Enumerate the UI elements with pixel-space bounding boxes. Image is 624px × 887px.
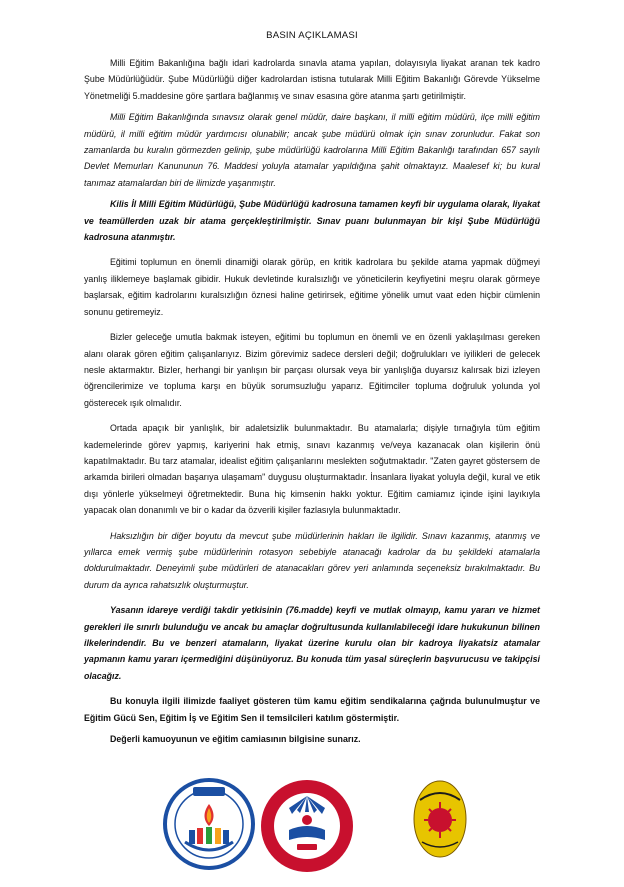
paragraph-7: Haksızlığın bir diğer boyutu da mevcut şube müdürlerinin hakları ile ilgilidir. Sınavı kazanmış, atanmış ve yıllarca emek vermiş şube müdürlerinin rotasyon sebebiyle atanacağı kadrolar da bu şekildeki atamalarla doldurulmaktadır. Deneyimli şube müdürleri de atanacakları görev yeri anlamında seçeneksiz bırakılmaktadır. Bu durum da ayrıca rahatsızlık oluşturmuştur. bbox=[84, 530, 540, 590]
paragraph-9: Bu konuyla ilgili ilimizde faaliyet gösteren tüm kamu eğitim sendikalarına çağrıda bulunulmuştur ve Eğitim Gücü Sen, Eğitim İş ve Eğitim Sen il temsilcileri katılım göstermiştir. bbox=[84, 696, 540, 723]
egitim-sen-logo-icon bbox=[412, 778, 468, 860]
paragraph-1: Milli Eğitim Bakanlığına bağlı idari kadrolarda sınavla atama yapılan, dolayısıyla liyakat aranan tek kadro Şube Müdürlüğüdür. Şube Müdürlüğü diğer kadrolardan istisna tutularak Milli Eğitim Bakanlığı Görevde Yükselme Yönetmeliği 5.maddesine göre şartlara bağlanmış ve sınav esasına göre atanma şartı getirilmiştir. bbox=[84, 58, 540, 101]
paragraph-5: Bizler geleceğe umutla bakmak isteyen, eğitimi bu toplumun en önemli ve en özenli yaklaşılması gereken alanı olarak gören eğitim çalışanlarıyız. Bizim görevimiz sadece dersleri değil; doğrulukları ve iyilikleri de gelecek nesle aktarmaktır. Bizler, herhangi bir yanlışın bir parçası olursak veya bir yanlışlığa duyarsız kalırsak bizi izleyen öğrencilerimize ve topluma karşı en büyük sorumsuzluğu yaparız. Eğitimciler topluma doğruluk yolunda yol gösterecek ışık olmalıdır. bbox=[84, 332, 540, 408]
paragraph-10: Değerli kamuoyunun ve eğitim camiasının bilgisine sunarız. bbox=[110, 734, 361, 745]
paragraph-4: Eğitimi toplumun en önemli dinamiği olarak görüp, en kritik kadrolara bu şekilde atama yapmak düğmeyi yanlış iliklemeye başlamak gibidir. Hukuk devletinde kuralsızlığı ve yöneticilerin keyfiyetini meşru olarak görmeye başlarsak, eğitim kadrolarını kuralsızlığın öznesi haline getirirsek, eğitime yönelik umut vaat eden hiçbir cümlenin sonunu getiremeyiz. bbox=[84, 257, 540, 317]
paragraph-8: Yasanın idareye verdiği takdir yetkisinin (76.madde) keyfi ve mutlak olmayıp, kamu yararı ve hizmet gerekleri ile sınırlı bulunduğu ve ancak bu amaçlar doğrultusunda kullanılabileceği idare hukukunun bilinen ilkelerindendir. Bu ve benzeri atamaların, liyakat üzerine kurulu olan bir kadroya liyakatsiz atamalar yapmanın kamu yararı içermediğini düşünüyoruz. Bu konuda tüm yasal süreçlerin başvurucusu ve takipçisi olacağız. bbox=[84, 605, 540, 681]
paragraph-3: Kilis İl Milli Eğitim Müdürlüğü, Şube Müdürlüğü kadrosuna tamamen keyfi bir uygulama olarak, liyakat ve teamüllerden uzak bir atama gerçekleştirilmiştir. Sınav puanı bulunmayan bir kişi Şube Müdürlüğü kadrosuna atanmıştır. bbox=[84, 199, 540, 243]
union-logos bbox=[0, 778, 624, 878]
document-body bbox=[84, 55, 540, 747]
egitim-is-logo-icon bbox=[259, 778, 355, 874]
paragraph-6: Ortada apaçık bir yanlışlık, bir adaletsizlik bulunmaktadır. Bu atamalarla; dişiyle tırnağıyla tüm eğitim kademelerinde görev yapmış, kariyerini hak etmiş, sınavı kazanmış ve/veya kazanacak olan kişilerin önü kapatılmaktadır. Bu tarz atamalar, idealist eğitim çalışanlarını meslekten soğutmaktadır. "Zaten gayret göstersem de arkamda birileri olmadan başarıya ulaşamam" duygusu oluşturmaktadır. İnsanlara liyakat yoluyla değil, kural ve etik dışı yönlerle yükselmeyi öğretmektedir. Buna hiç kimsenin hakkı yoktur. Eğitim camiamız içinde işini layıkıyla yapacak olan donanımlı ve bir o kadar da özverili kişiler fazlasıyla bulunmaktadır. bbox=[84, 423, 540, 516]
document-title: BASIN AÇIKLAMASI bbox=[266, 30, 358, 41]
paragraph-2: Milli Eğitim Bakanlığında sınavsız olarak genel müdür, daire başkanı, il milli eğitim müdürü, ilçe milli eğitim müdürü, il milli eğitim müdür yardımcısı olunabilir; ancak şube müdürü olmak için sınav zorunludur. Fakat son zamanlarda bu kuralın görmezden gelinip, şube müdürlüğü kadrolarına Milli Eğitim Bakanlığı tarafından 657 sayılı Devlet Memurları Kanununun 76. Maddesi yoluyla atamalar yapıldığına şahit olmaktayız. Maalesef ki; bu kural tanımaz atamalardan biri de ilimizde yaşanmıştır. bbox=[84, 112, 540, 188]
egitim-gucu-sen-logo-icon bbox=[163, 778, 255, 870]
